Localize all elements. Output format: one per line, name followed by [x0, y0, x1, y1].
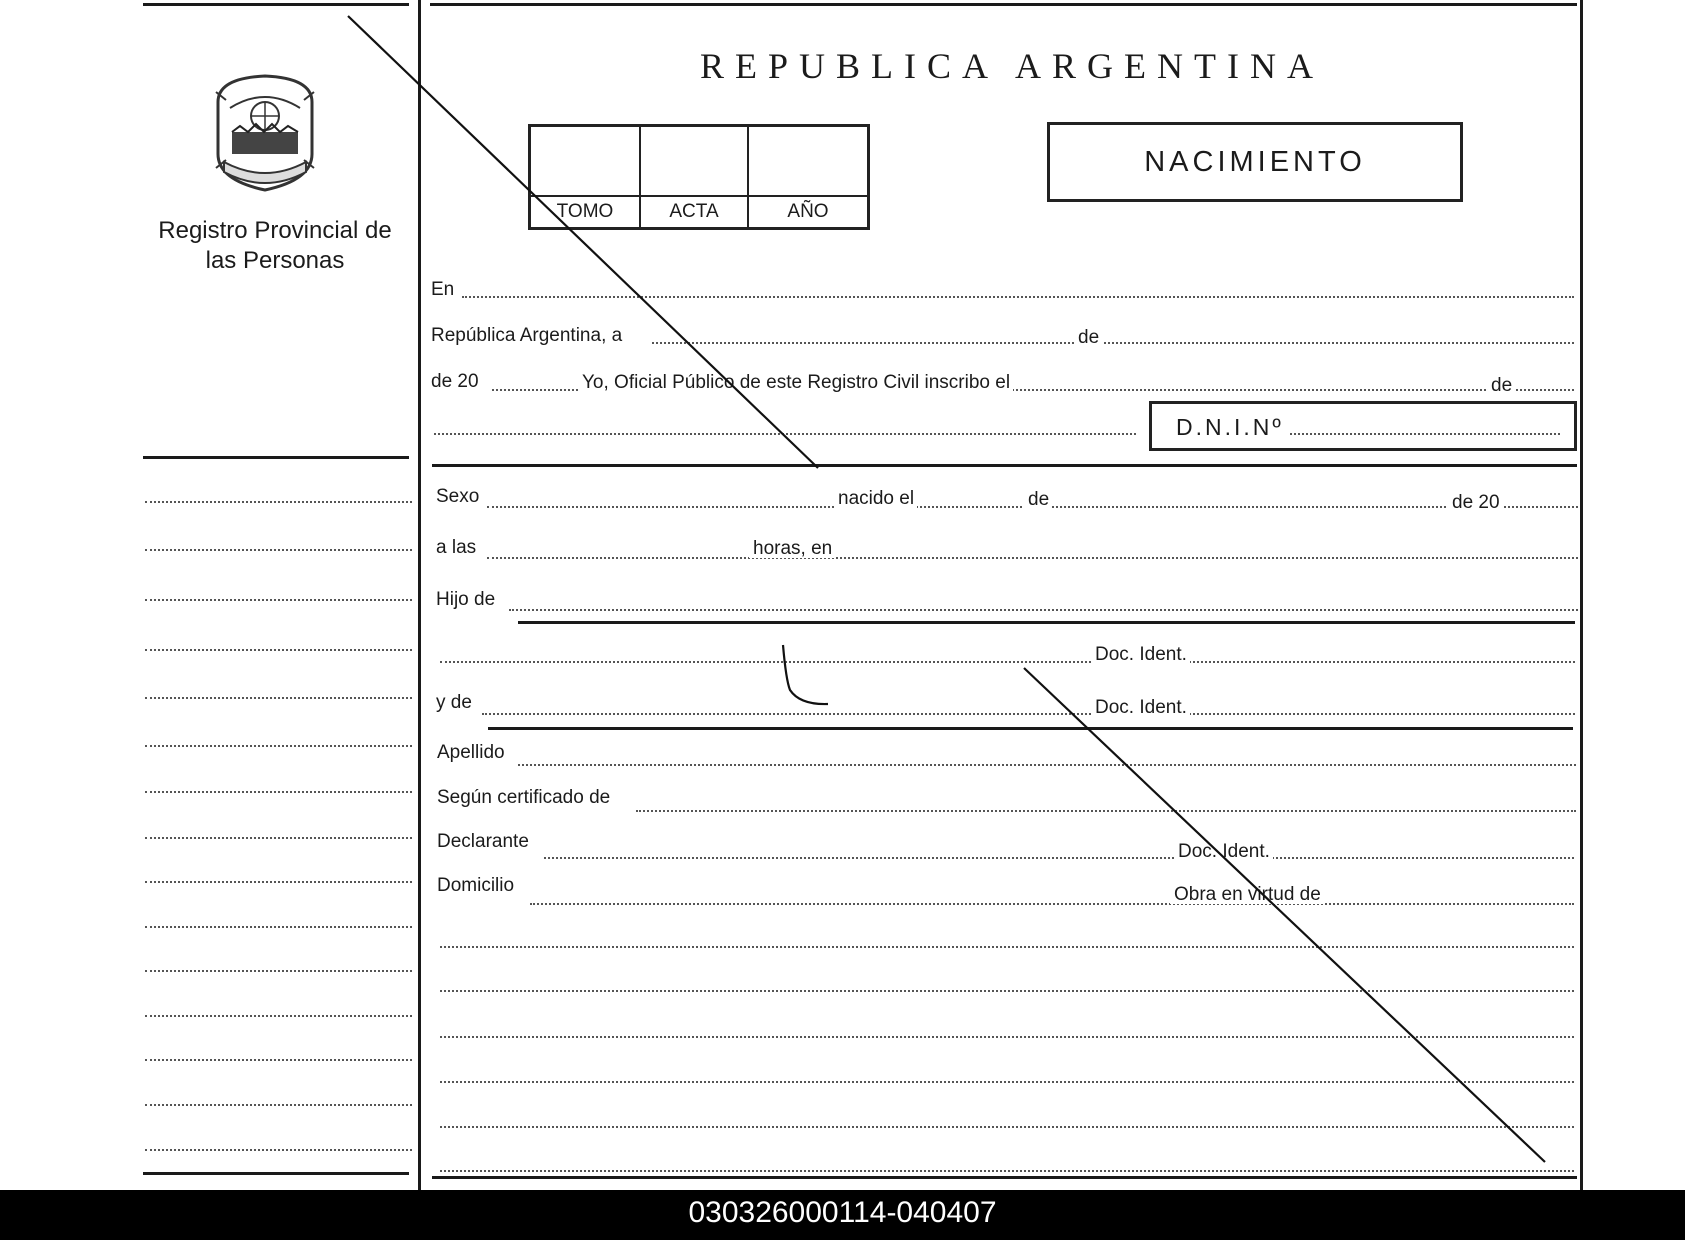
- document-title: REPUBLICA ARGENTINA: [700, 46, 1325, 86]
- acta-label: ACTA: [641, 195, 747, 227]
- anio-label: AÑO: [749, 195, 867, 227]
- barcode-strip: [0, 1190, 1685, 1240]
- barcode-number: 030326000114-040407: [688, 1196, 997, 1229]
- label-domicilio: Domicilio: [437, 876, 517, 895]
- label-a-las: a las: [436, 538, 479, 557]
- dni-label: D.N.I.Nº: [1176, 414, 1284, 440]
- label-doc-ident-2: Doc. Ident.: [1091, 698, 1190, 717]
- label-declarante: Declarante: [437, 832, 532, 851]
- label-horas-en: horas, en: [749, 539, 835, 558]
- record-type-box: NACIMIENTO: [1047, 122, 1463, 202]
- label-doc-ident-3: Doc. Ident.: [1174, 842, 1273, 861]
- label-segun-certificado: Según certificado de: [437, 788, 613, 807]
- label-de-1: de: [1074, 328, 1102, 347]
- label-obra-en-virtud: Obra en virtud de: [1170, 885, 1324, 904]
- registry-name: Registro Provincial de las Personas: [158, 217, 392, 274]
- tomo-label: TOMO: [531, 195, 639, 227]
- label-de-20: de 20: [431, 372, 482, 391]
- label-nacido-el: nacido el: [834, 489, 917, 508]
- label-de-20b: de 20: [1448, 493, 1503, 512]
- label-hijo-de: Hijo de: [436, 590, 498, 609]
- label-en: En: [431, 280, 457, 299]
- label-doc-ident-1: Doc. Ident.: [1091, 645, 1190, 664]
- label-sexo: Sexo: [436, 487, 482, 506]
- label-y-de: y de: [436, 693, 475, 712]
- label-yo-oficial: Yo, Oficial Público de este Registro Civil inscribo el: [578, 373, 1013, 392]
- label-apellido: Apellido: [437, 743, 508, 762]
- label-de-2: de: [1487, 376, 1515, 395]
- label-de-3: de: [1024, 490, 1052, 509]
- label-republica: República Argentina, a: [431, 326, 625, 345]
